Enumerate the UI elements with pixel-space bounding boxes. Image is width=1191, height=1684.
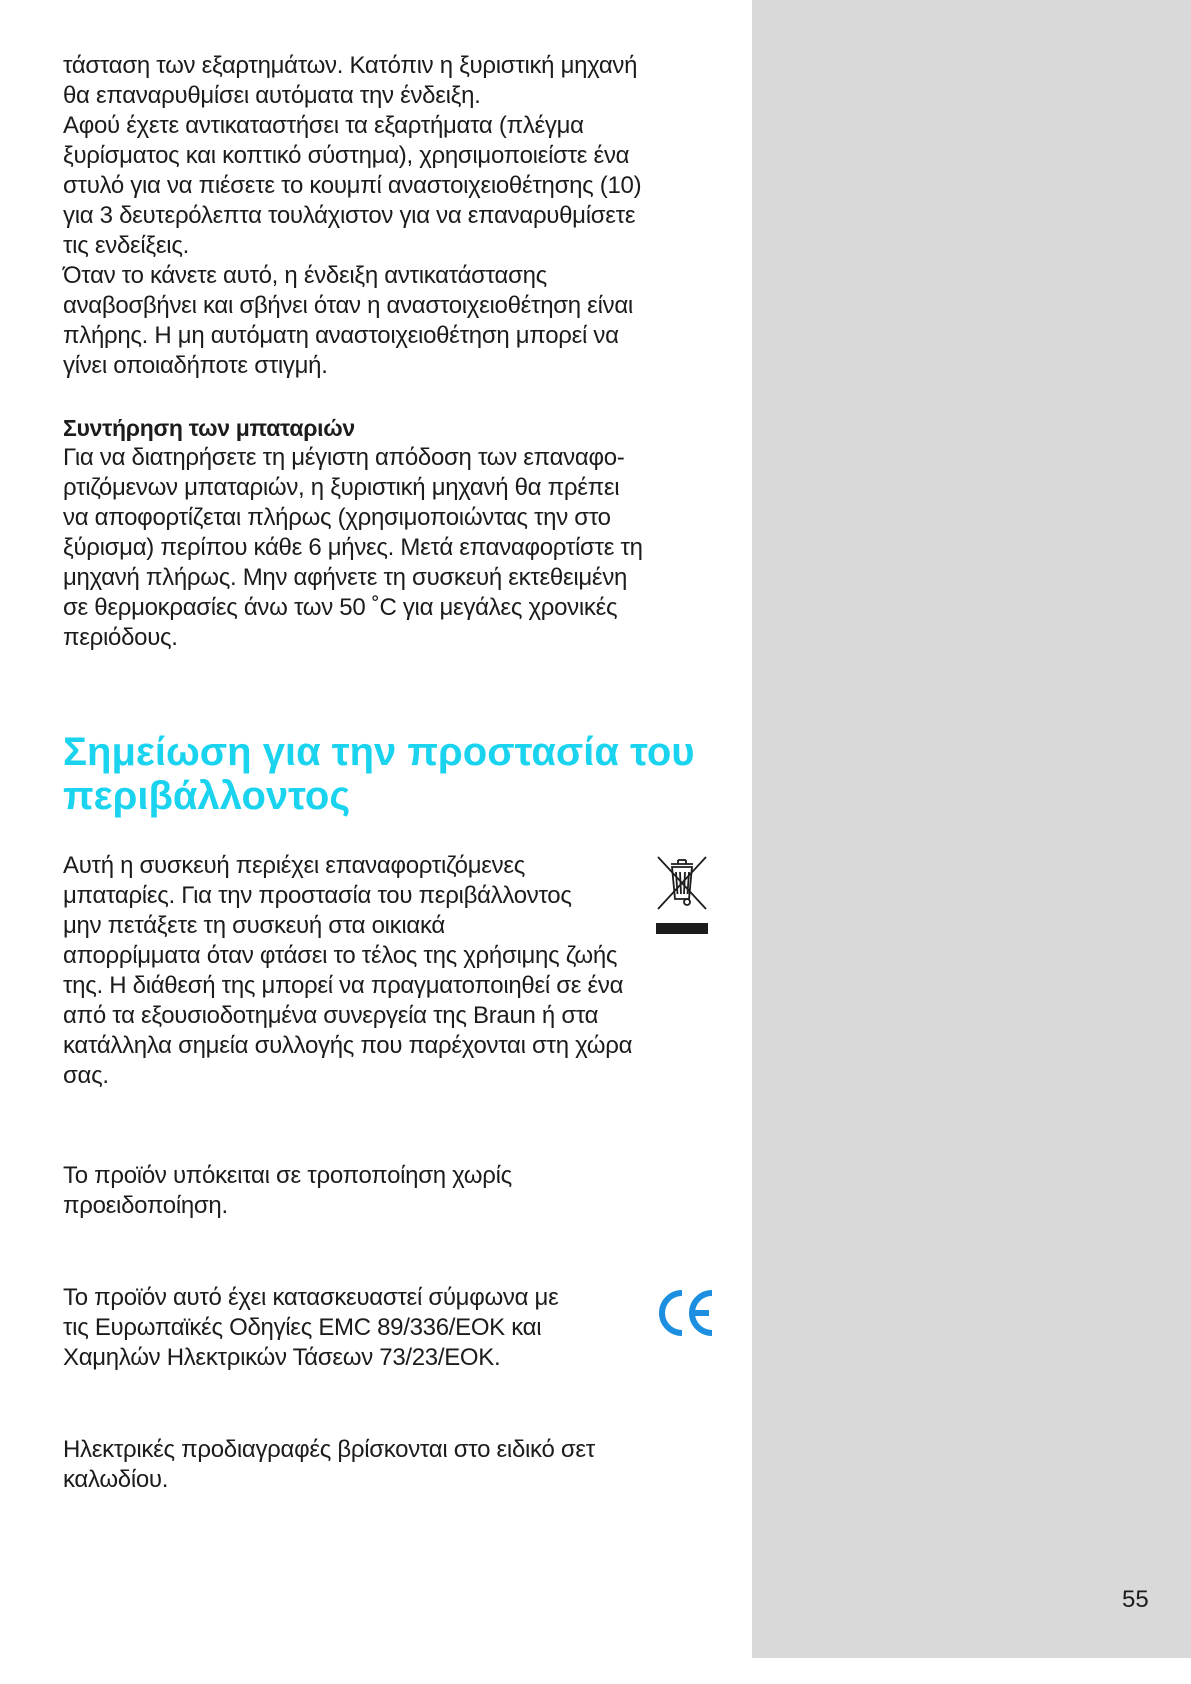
battery-line: Για να διατηρήσετε τη μέγιστη απόδοση των επαναφο- — [63, 444, 625, 471]
environment-line: της. Η διάθεσή της μπορεί να πραγματοποιηθεί σε ένα — [63, 972, 624, 999]
specs-section — [63, 1435, 723, 1495]
battery-line: σε θερμοκρασίες άνω των 50 ˚C για μεγάλες χρονικές — [63, 594, 618, 621]
environment-line: μπαταρίες. Για την προστασία του περιβάλλοντος — [63, 882, 572, 909]
intro-line: τις ενδείξεις. — [63, 232, 189, 259]
environment-heading-line: Σημείωση για την προστασία του — [63, 730, 695, 774]
environment-heading — [63, 730, 723, 818]
battery-line: περιόδους. — [63, 624, 178, 651]
environment-line: από τα εξουσιοδοτημένα συνεργεία της Braun ή στα — [63, 1002, 599, 1029]
battery-heading: Συντήρηση των μπαταριών — [63, 415, 355, 441]
environment-line: μην πετάξετε τη συσκευή στα οικιακά — [63, 912, 445, 939]
battery-line: ξύρισμα) περίπου κάθε 6 μήνες. Μετά επαναφορτίστε τη — [63, 534, 643, 561]
ce-section — [63, 1283, 723, 1373]
environment-line: κατάλληλα σημεία συλλογής που παρέχονται στη χώρα — [63, 1032, 633, 1059]
intro-line: αναβοσβήνει και σβήνει όταν η αναστοιχειοθέτηση είναι — [63, 292, 633, 319]
intro-line: πλήρης. Η μη αυτόματη αναστοιχειοθέτηση μπορεί να — [63, 322, 619, 349]
intro-line: για 3 δευτερόλεπτα τουλάχιστον για να επαναρυθμίσετε — [63, 202, 636, 229]
specs-line: Ηλεκτρικές προδιαγραφές βρίσκονται στο ειδικό σετ — [63, 1436, 595, 1463]
specs-line: καλωδίου. — [63, 1466, 169, 1493]
intro-line: Όταν το κάνετε αυτό, η ένδειξη αντικατάστασης — [63, 262, 547, 289]
environment-line: απορρίμματα όταν φτάσει το τέλος της χρήσιμης ζωής — [63, 942, 618, 969]
intro-line: γίνει οποιαδήποτε στιγμή. — [63, 352, 328, 379]
ce-line: Το προϊόν αυτό έχει κατασκευαστεί σύμφωνα με — [63, 1284, 559, 1311]
battery-line: μηχανή πλήρως. Μην αφήνετε τη συσκευή εκτεθειμένη — [63, 564, 628, 591]
page-content — [63, 51, 723, 1495]
intro-line: ξυρίσματος και κοπτικό σύστημα), χρησιμοποιείστε ένα — [63, 142, 630, 169]
ce-line: τις Ευρωπαϊκές Οδηγίες EMC 89/336/EOK και — [63, 1314, 542, 1341]
page-number: 55 — [1122, 1586, 1149, 1613]
notice-line: Το προϊόν υπόκειται σε τροποποίηση χωρίς — [63, 1162, 512, 1189]
battery-line: ρτιζόμενων μπαταριών, η ξυριστική μηχανή θα πρέπει — [63, 474, 620, 501]
environment-heading-line: περιβάλλοντος — [63, 774, 351, 818]
ce-line: Χαμηλών Ηλεκτρικών Τάσεων 73/23/EOK. — [63, 1344, 501, 1371]
environment-section — [63, 851, 723, 1091]
intro-section — [63, 51, 723, 381]
intro-line: τάσταση των εξαρτημάτων. Κατόπιν η ξυριστική μηχανή — [63, 52, 638, 79]
intro-line: στυλό για να πιέσετε το κουμπί αναστοιχειοθέτησης (10) — [63, 172, 642, 199]
crossed-out-wheelie-bin-icon — [654, 853, 710, 935]
environment-line: σας. — [63, 1062, 109, 1089]
notice-section — [63, 1161, 723, 1221]
intro-line: Αφού έχετε αντικαταστήσει τα εξαρτήματα (πλέγμα — [63, 112, 584, 139]
environment-line: Αυτή η συσκευή περιέχει επαναφορτιζόμενες — [63, 852, 525, 879]
intro-line: θα επαναρυθμίσει αυτόματα την ένδειξη. — [63, 82, 481, 109]
battery-line: να αποφορτίζεται πλήρως (χρησιμοποιώντας την στο — [63, 504, 611, 531]
battery-section — [63, 443, 723, 653]
grey-sidebar — [752, 0, 1191, 1658]
ce-mark-icon — [656, 1287, 716, 1339]
notice-line: προειδοποίηση. — [63, 1192, 228, 1219]
